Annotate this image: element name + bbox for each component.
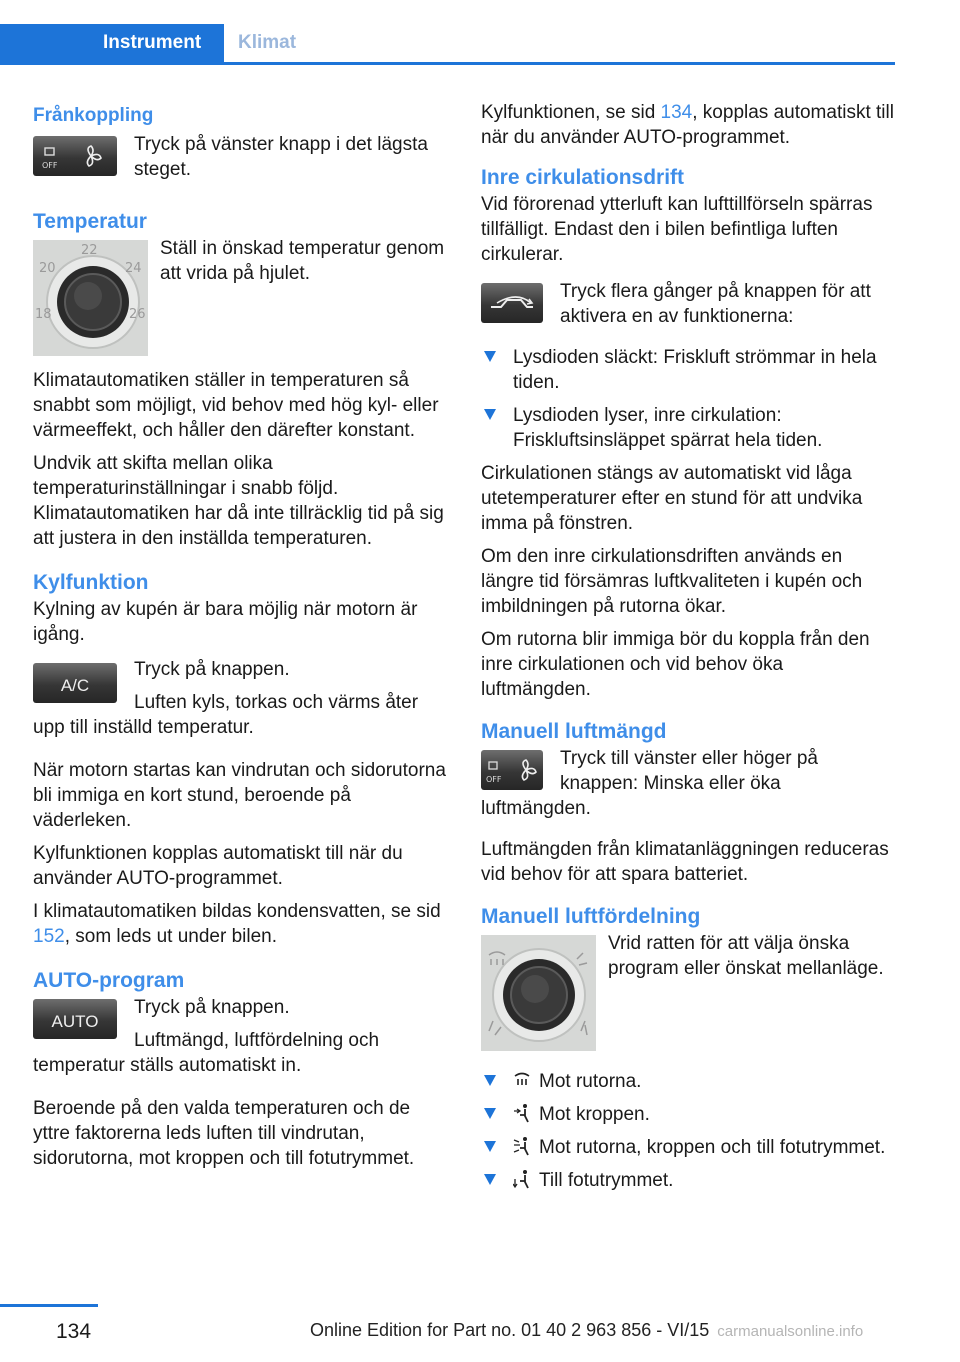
list-item: [481, 1069, 895, 1094]
windshield-vent-icon: [513, 1070, 531, 1090]
luftfordelning-bullet-1: Mot rutorna.: [539, 1071, 642, 1092]
triangle-bullet-icon: [484, 409, 496, 420]
auto-button-image: [33, 999, 117, 1039]
air-distribution-dial-image: [481, 935, 596, 1051]
luftmangd-paragraph-1: Luftmängden från klimatanläggningen reduceras vid behov för att spara batteriet.: [481, 839, 889, 885]
inre-paragraph-2: Om den inre cirkulationsdriften används en längre tid försämras luftkvaliteten i kupén och imbildningen på rutorna ökar.: [481, 546, 863, 617]
footer-rule: [0, 1304, 98, 1307]
tab-klimat-label: Klimat: [238, 32, 297, 53]
heading-kylfunktion: Kylfunktion: [33, 571, 149, 594]
dial-label-18: 18: [35, 307, 52, 322]
luftfordelning-bullet-4: Till fotutrymmet.: [539, 1170, 674, 1191]
temperatur-intro: Ställ in önskad temperatur genom att vrida på hjulet.: [160, 238, 445, 284]
fan-speed-button-image: [481, 750, 543, 790]
left-column: [33, 100, 448, 1179]
list-item: [481, 1168, 895, 1193]
fan-icon: [33, 136, 117, 176]
kylfunktion-result: Luften kyls, torkas och värms åter upp till inställd temperatur.: [33, 692, 419, 738]
list-item: [481, 345, 895, 395]
dial-label-26: 26: [129, 307, 146, 322]
dial-label-24: 24: [125, 261, 142, 276]
dial-label-20: 20: [39, 261, 56, 276]
inre-bullet-list: [481, 345, 895, 453]
triangle-bullet-icon: [484, 1108, 496, 1119]
frankoppling-text: Tryck på vänster knapp i det lägsta steget.: [134, 134, 428, 180]
recirculation-button-image: [481, 283, 543, 323]
link-page-152[interactable]: 152: [33, 926, 65, 947]
auto-press: Tryck på knappen.: [134, 997, 290, 1018]
edition-text: Online Edition for Part no. 01 40 2 963 856 - VI/15: [310, 1320, 710, 1340]
recirculation-icon: [481, 283, 543, 323]
body-vent-icon: [513, 1103, 531, 1123]
triangle-bullet-icon: [484, 351, 496, 362]
dial-label-22: 22: [81, 243, 98, 258]
header-tabbar: [0, 24, 895, 65]
inre-bullet-2: Lysdioden lyser, inre cirkulation: Friskluftsinsläppet spärrat hela tiden.: [513, 405, 823, 451]
kyl-ref-text: Kylfunktionen, se sid: [481, 102, 661, 123]
fan-off-button-image: [33, 136, 117, 176]
link-page-134[interactable]: 134: [660, 102, 693, 123]
watermark-text: carmanualsonline.info: [717, 1323, 864, 1340]
auto-result: Luftmängd, luftfördelning och temperatur ställs automatiskt in.: [33, 1030, 380, 1076]
button-off-label: OFF: [42, 161, 58, 170]
right-column: [481, 100, 895, 1201]
list-item: [481, 1135, 895, 1160]
list-item: [481, 403, 895, 453]
inre-press: Tryck flera gånger på knappen för att aktivera en av funktionerna:: [560, 281, 871, 327]
heading-manuell-luftfordelning: Manuell luftfördelning: [481, 905, 701, 928]
inre-paragraph-3: Om rutorna blir immiga bör du koppla från den inre cirkulationen och vid behov öka luftmängden.: [481, 629, 870, 700]
temperatur-paragraph-1: Klimatautomatiken ställer in temperaturen så snabbt som möjligt, vid behov med hög kyl- eller värmeeffekt, och håller den därefter konstant.: [33, 370, 439, 441]
kylfunktion-reference: [481, 100, 895, 150]
triangle-bullet-icon: [484, 1174, 496, 1185]
inre-paragraph-1: Cirkulationen stängs av automatiskt vid låga utetemperaturer efter en stund för att undvika imma på fönstren.: [481, 463, 863, 534]
ac-button-label: A/C: [60, 676, 90, 695]
heading-auto-program: AUTO-program: [33, 969, 185, 992]
triangle-bullet-icon: [484, 1141, 496, 1152]
list-item: [481, 1102, 895, 1127]
temperature-dial-image: [33, 240, 148, 356]
ac-button-image: [33, 663, 117, 703]
heading-frankoppling: Frånkoppling: [33, 105, 154, 126]
inre-bullet-1: Lysdioden släckt: Friskluft strömmar in hela tiden.: [513, 347, 877, 393]
inre-intro: Vid förorenad ytterluft kan lufttillförseln spärras tillfälligt. Endast den i bilen befintliga luften cirkulerar.: [481, 194, 873, 265]
luftfordelning-bullet-2: Mot kroppen.: [539, 1104, 650, 1125]
auto-paragraph-1: Beroende på den valda temperaturen och de yttre faktorerna leds luften till vindrutan, sidorutorna, mot kroppen och till fotutrymmet.: [33, 1098, 415, 1169]
auto-button-label: AUTO: [51, 1012, 99, 1031]
luftfordelning-text: Vrid ratten för att välja önska program eller önskat mellanläge.: [608, 933, 884, 979]
luftfordelning-bullet-3: Mot rutorna, kroppen och till fotutrymmet.: [539, 1137, 886, 1158]
temperatur-paragraph-2: Undvik att skifta mellan olika temperaturinställningar i snabb följd. Klimatautomatiken har då inte tillräcklig tid på sig att justera in den inställda temperaturen.: [33, 453, 444, 549]
fan-icon: [481, 750, 543, 790]
button-off-label: OFF: [486, 775, 502, 784]
kylfunktion-paragraph-2: Kylfunktionen kopplas automatiskt till när du använder AUTO-programmet.: [33, 843, 403, 889]
kylfunktion-p3-tail: , som leds ut under bilen.: [64, 926, 277, 947]
kylfunktion-intro: Kylning av kupén är bara möjlig när motorn är igång.: [33, 599, 418, 645]
edition-note: [310, 1320, 863, 1341]
page-number: 134: [56, 1320, 92, 1343]
kyl-ref-tail: , kopplas automatiskt till när du använder AUTO-programmet.: [481, 102, 894, 148]
kylfunktion-p3-text: I klimatautomatiken bildas kondensvatten, se sid: [33, 901, 441, 922]
kylfunktion-paragraph-1: När motorn startas kan vindrutan och sidorutorna bli immiga en kort stund, beroende på väderleken.: [33, 760, 446, 831]
triangle-bullet-icon: [484, 1075, 496, 1086]
heading-temperatur: Temperatur: [33, 210, 147, 233]
kylfunktion-paragraph-3: [33, 899, 448, 949]
temperature-dial-icon: [33, 240, 148, 356]
heading-inre-cirkulation: Inre cirkulationsdrift: [481, 166, 685, 189]
tab-klimat[interactable]: [238, 24, 296, 62]
all-vents-icon: [513, 1136, 531, 1156]
kylfunktion-press: Tryck på knappen.: [134, 659, 290, 680]
tab-instrument-label: Instrument: [103, 32, 202, 53]
heading-manuell-luftmangd: Manuell luftmängd: [481, 720, 667, 743]
footwell-vent-icon: [513, 1169, 531, 1189]
luftmangd-text: Tryck till vänster eller höger på knappen: Minska eller öka luftmängden.: [481, 748, 819, 819]
luftfordelning-bullet-list: [481, 1069, 895, 1193]
tab-instrument[interactable]: [0, 24, 224, 62]
air-distribution-dial-icon: [481, 935, 596, 1051]
